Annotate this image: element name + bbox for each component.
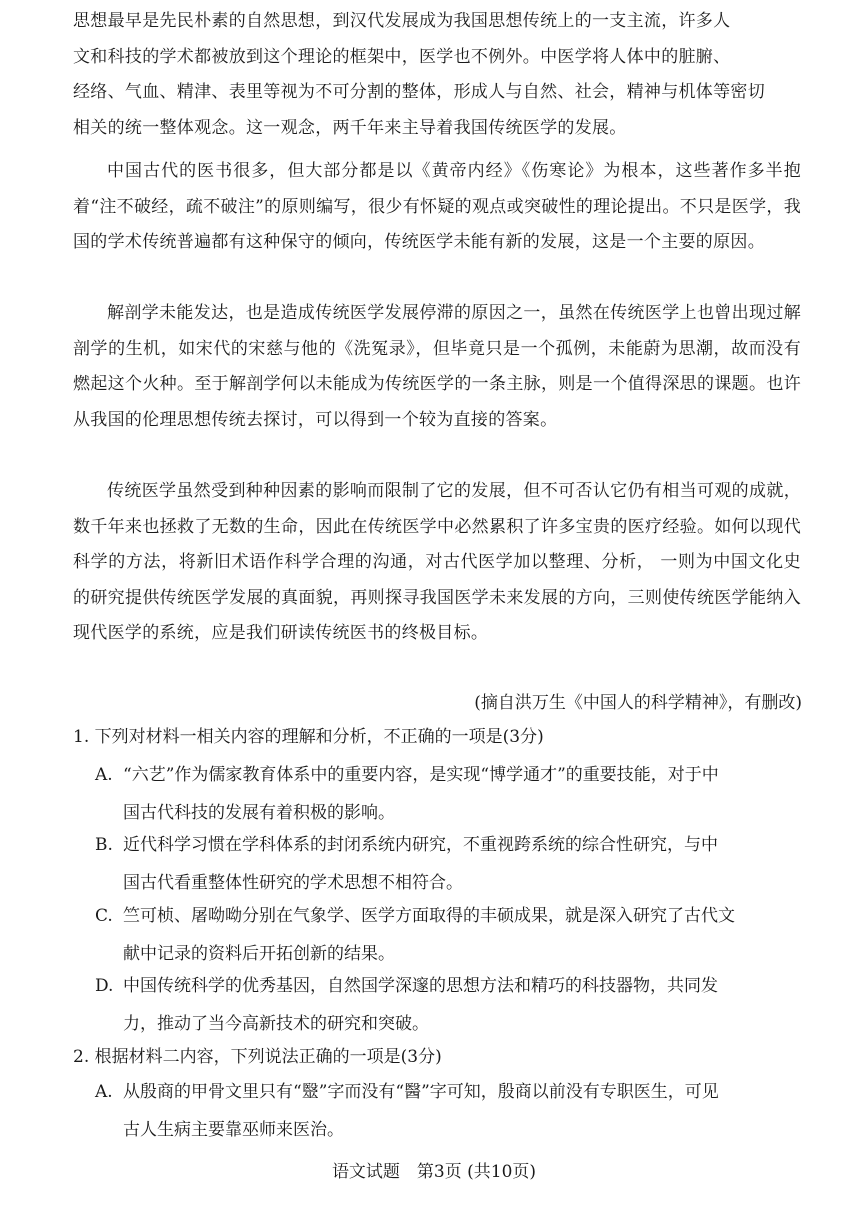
question-2-option-a (95, 1073, 801, 1149)
question-1-option-b (95, 826, 801, 902)
question-2-stem: 2. 根据材料二内容，下列说法正确的一项是(3分) (73, 1047, 442, 1067)
option-text-continued: 国古代看重整体性研究的学术思想不相符合。 (123, 873, 463, 893)
page-footer: 语文试题 第3页 (共10页) (331, 1162, 537, 1182)
passage-paragraph-3 (73, 296, 801, 438)
option-letter: B. (95, 835, 113, 855)
passage-paragraph-text: 中国古代的医书很多，但大部分都是以《黄帝内经》《伤寒论》为根本，这些著作多半抱着“注不破经，疏不破注”的原则编写，很少有怀疑的观点或突破性的理论提出。不只是医学，我国的学术传统普遍都有这种保守的倾向，传统医学未能有新的发展，这是一个主要的原因。 (73, 161, 801, 253)
passage-source: (摘自洪万生《中国人的科学精神》，有删改) (474, 693, 802, 713)
question-1-option-d (95, 967, 801, 1043)
option-text: 近代科学习惯在学科体系的封闭系统内研究，不重视跨系统的综合性研究，与中 (123, 835, 718, 855)
passage-line: 相关的统一整体观念。这一观念，两千年来主导着我国传统医学的发展。 (73, 117, 627, 138)
passage-paragraph-4 (73, 474, 801, 652)
passage-line: 文和科技的学术都被放到这个理论的框架中，医学也不例外。中医学将人体中的脏腑、 (73, 46, 731, 67)
option-letter: C. (95, 906, 113, 926)
passage-paragraph-text: 传统医学虽然受到种种因素的影响而限制了它的发展，但不可否认它仍有相当可观的成就，数千年来也拯救了无数的生命，因此在传统医学中必然累积了许多宝贵的医疗经验。如何以现代科学的方法，将新旧术语作科学合理的沟通，对古代医学加以整理、分析， 一则为中国文化史的研究提供传统医学发展的真面貌，再则探寻我国医学未来发展的方向，三则使传统医学能纳入现代医学的系统，应是我们研读传统医书的终极目标。 (73, 481, 801, 644)
question-1-option-a (95, 756, 801, 832)
passage-line: 经络、气血、精津、表里等视为不可分割的整体，形成人与自然、社会，精神与机体等密切 (73, 82, 765, 103)
option-text-continued: 古人生病主要靠巫师来医治。 (123, 1120, 344, 1140)
option-letter: A. (95, 765, 113, 785)
option-text: 竺可桢、屠呦呦分别在气象学、医学方面取得的丰硕成果，就是深入研究了古代文 (123, 906, 735, 926)
option-letter: D. (95, 976, 114, 996)
option-text-continued: 献中记录的资料后开拓创新的结果。 (123, 944, 395, 964)
question-1-stem: 1. 下列对材料一相关内容的理解和分析，不正确的一项是(3分) (73, 727, 544, 747)
question-1-option-c (95, 897, 801, 973)
option-text: “六艺”作为儒家教育体系中的重要内容，是实现“博学通才”的重要技能，对于中 (123, 765, 719, 785)
option-text-continued: 力，推动了当今高新技术的研究和突破。 (123, 1014, 429, 1034)
passage-paragraph-2 (73, 154, 801, 261)
passage-paragraph-1 (73, 4, 801, 146)
passage-line: 思想最早是先民朴素的自然思想，到汉代发展成为我国思想传统上的一支主流，许多人 (73, 11, 731, 31)
option-text: 从殷商的甲骨文里只有“毉”字而没有“醫”字可知，殷商以前没有专职医生，可见 (123, 1082, 719, 1102)
passage-paragraph-text: 解剖学未能发达，也是造成传统医学发展停滞的原因之一，虽然在传统医学上也曾出现过解剖学的生机，如宋代的宋慈与他的《洗冤录》，但毕竟只是一个孤例，未能蔚为思潮，故而没有燃起这个火种。至于解剖学何以未能成为传统医学的一条主脉，则是一个值得深思的课题。也许从我国的伦理思想传统去探讨，可以得到一个较为直接的答案。 (73, 303, 801, 430)
option-text: 中国传统科学的优秀基因，自然国学深邃的思想方法和精巧的科技器物，共同发 (123, 976, 718, 996)
option-letter: A. (95, 1082, 113, 1102)
option-text-continued: 国古代科技的发展有着积极的影响。 (123, 803, 395, 823)
